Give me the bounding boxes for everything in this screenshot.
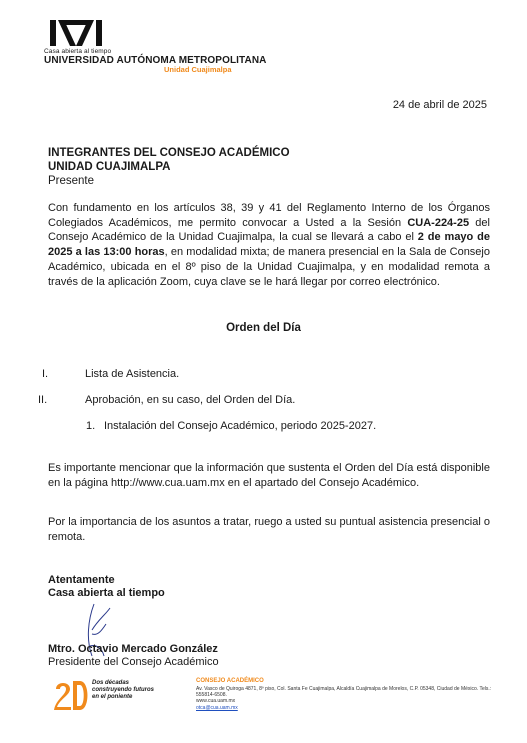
footer-contact [196,686,496,711]
agenda-subitem-num: 1. [86,420,96,432]
footer-address: Av. Vasco de Quiroga 4871, 8º piso, Col. Santa Fe Cuajimalpa, Alcaldía Cuajimalpa de Morelos, C.P. 05348, Ciudad de México. Tels.: 555814-6508. [196,686,492,699]
agenda-item-num: II. [38,394,48,406]
closing-line2: Casa abierta al tiempo [48,587,165,599]
signatory-name: Mtro. Octavio Mercado González [48,643,218,655]
signatory-role: Presidente del Consejo Académico [48,656,219,668]
p1-text-a: Con fundamento en los artículos 38, 39 y 41 del Reglamento Interno de los Órganos Colegiados Académicos, me permito convocar a Usted a la Sesión [48,202,490,229]
agenda-item-text: Aprobación, en su caso, del Orden del Día. [85,394,296,406]
agenda-title: Orden del Día [226,322,301,334]
footer-tag1: Dos décadas [92,680,130,686]
letter-date: 24 de abril de 2025 [392,99,487,111]
footer-tag3: en el poniente [92,694,133,700]
addressee-line3: Presente [48,175,95,187]
addressee-block [48,146,290,188]
footer-department: CONSEJO ACADÉMICO [196,678,264,684]
session-datetime: 2 de mayo de 2025 a las 13:00 horas [48,231,490,259]
university-name: UNIVERSIDAD AUTÓNOMA METROPOLITANA [44,55,267,66]
addressee-line2: UNIDAD CUAJIMALPA [48,161,171,173]
p1-text-c: , en modalidad mixta; de manera presencial en la Sala de Consejo Académico, ubicada en el 8º piso de la Unidad Cuajimalpa, y en modalidad remota a través de la aplicación Zoom, cuya clave se le hará llegar por correo electrónico. [48,246,490,288]
unit-name: Unidad Cuajimalpa [164,65,232,74]
info-paragraph: Es importante mencionar que la información que sustenta el Orden del Día está disponible en la página http://www.cua.uam.mx en el apartado del Consejo Académico. [48,462,490,489]
agenda-subitem-text: Instalación del Consejo Académico, periodo 2025-2027. [104,420,377,432]
twenty-years-logo-icon [54,679,90,711]
footer-email-link[interactable]: otca@cua.uam.mx [196,704,238,711]
header-tagline: Casa abierta al tiempo [44,48,112,55]
agenda-item-num: I. [42,368,49,380]
agenda-item-text: Lista de Asistencia. [85,368,180,380]
footer-tagline [92,680,154,701]
footer-tag2: construyendo futuros [92,687,155,693]
attendance-paragraph: Por la importancia de los asuntos a tratar, ruego a usted su puntual asistencia presencial o remota. [48,516,490,543]
convocation-paragraph [48,201,490,289]
uam-logo-icon [50,18,102,48]
footer-website: www.cua.uam.mx [196,698,236,705]
p1-text-b: del Consejo Académico de la Unidad Cuajimalpa, la cual se llevará a cabo el [48,216,490,244]
session-id: CUA-224-25 [407,216,470,229]
closing-line1: Atentamente [48,574,115,586]
addressee-line1: INTEGRANTES DEL CONSEJO ACADÉMICO [48,147,290,159]
